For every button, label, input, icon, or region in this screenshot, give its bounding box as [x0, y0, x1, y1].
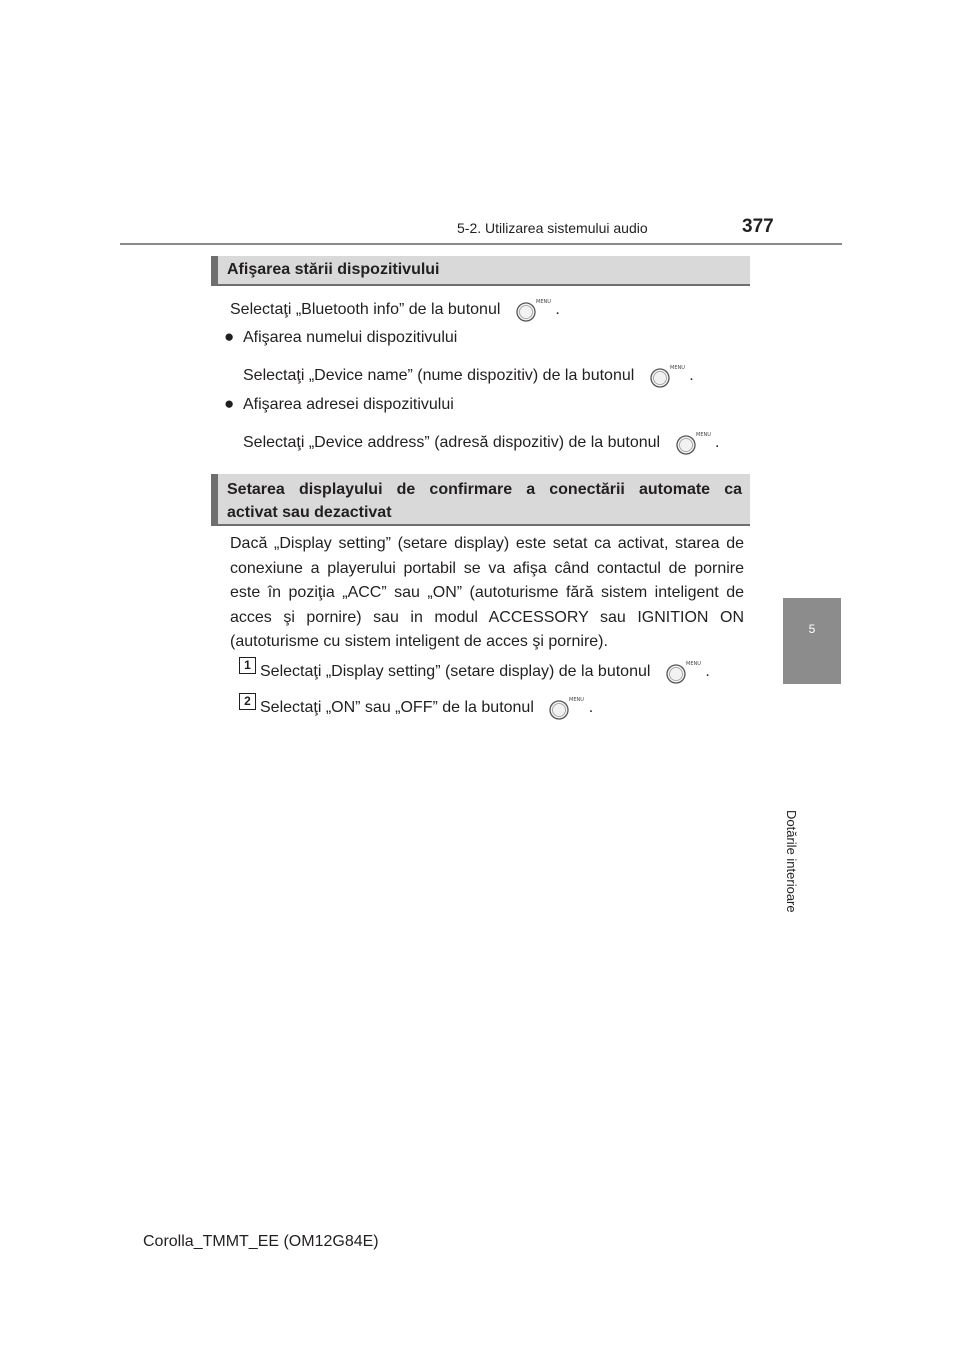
menu-button-icon: [544, 694, 585, 722]
instruction-end: .: [715, 434, 720, 452]
instruction-text: Selectaţi „Device address” (adresă dispozitiv) de la butonul: [243, 434, 661, 452]
instruction-line: [243, 362, 694, 390]
bullet-marker: ●: [224, 394, 235, 413]
step-text: Selectaţi „Display setting” (setare display) de la butonul: [260, 663, 651, 681]
step-line: [260, 694, 593, 722]
header-section-title: 5-2. Utilizarea sistemului audio: [457, 220, 648, 236]
section-heading-auto-connection-display: [211, 474, 750, 526]
footer-model-code: Corolla_TMMT_EE (OM12G84E): [143, 1233, 379, 1250]
chapter-label: Dotările interioare: [784, 810, 799, 913]
section-heading-device-status: Afişarea stării dispozitivului: [211, 256, 750, 286]
bullet-marker: ●: [224, 327, 235, 346]
section-heading-line2: activat sau dezactivat: [227, 504, 392, 521]
step-end: .: [588, 699, 594, 717]
step-end: .: [705, 663, 710, 681]
step-number-2: 2: [239, 693, 256, 710]
chapter-tab: [783, 598, 841, 684]
step-number-1: 1: [239, 657, 256, 674]
instruction-text: Selectaţi „Bluetooth info” de la butonul: [230, 301, 501, 319]
svg-text:MENU: MENU: [669, 365, 685, 371]
chapter-number: 5: [808, 622, 816, 636]
svg-text:MENU: MENU: [685, 661, 701, 667]
instruction-end: .: [555, 301, 560, 319]
svg-text:MENU: MENU: [535, 299, 551, 305]
step-text: Selectaţi „ON” sau „OFF” de la butonul: [260, 699, 534, 717]
menu-button-icon: [671, 429, 711, 457]
item-title-device-address: Afişarea adresei dispozitivului: [243, 396, 454, 413]
header-divider: [120, 243, 842, 245]
instruction-text: Selectaţi „Device name” (nume dispozitiv) de la butonul: [243, 367, 635, 385]
item-title-device-name: Afişarea numelui dispozitivului: [243, 329, 458, 346]
instruction-end: .: [689, 367, 694, 385]
svg-text:MENU: MENU: [695, 432, 711, 438]
page-number: 377: [742, 216, 774, 237]
instruction-line: [230, 296, 560, 324]
menu-button-icon: [661, 658, 701, 686]
step-line: [260, 658, 710, 686]
section-paragraph: Dacă „Display setting” (setare display) este setat ca activat, starea de conexiune a playerului portabil se va afişa când contactul de pornire este în poziţia „ACC” sau „ON” (autoturisme fără sistem inteligent de acces şi pornire) sau in modul ACCESSORY sau IGNITION ON (autoturisme cu sistem inteligent de acces şi pornire).: [230, 535, 744, 650]
menu-button-icon: [511, 296, 551, 324]
menu-button-icon: [645, 362, 685, 390]
section-heading-line1: Setarea displayului de confirmare a conectării automate ca: [227, 481, 742, 498]
svg-text:MENU: MENU: [569, 697, 585, 703]
instruction-line: [243, 429, 719, 457]
